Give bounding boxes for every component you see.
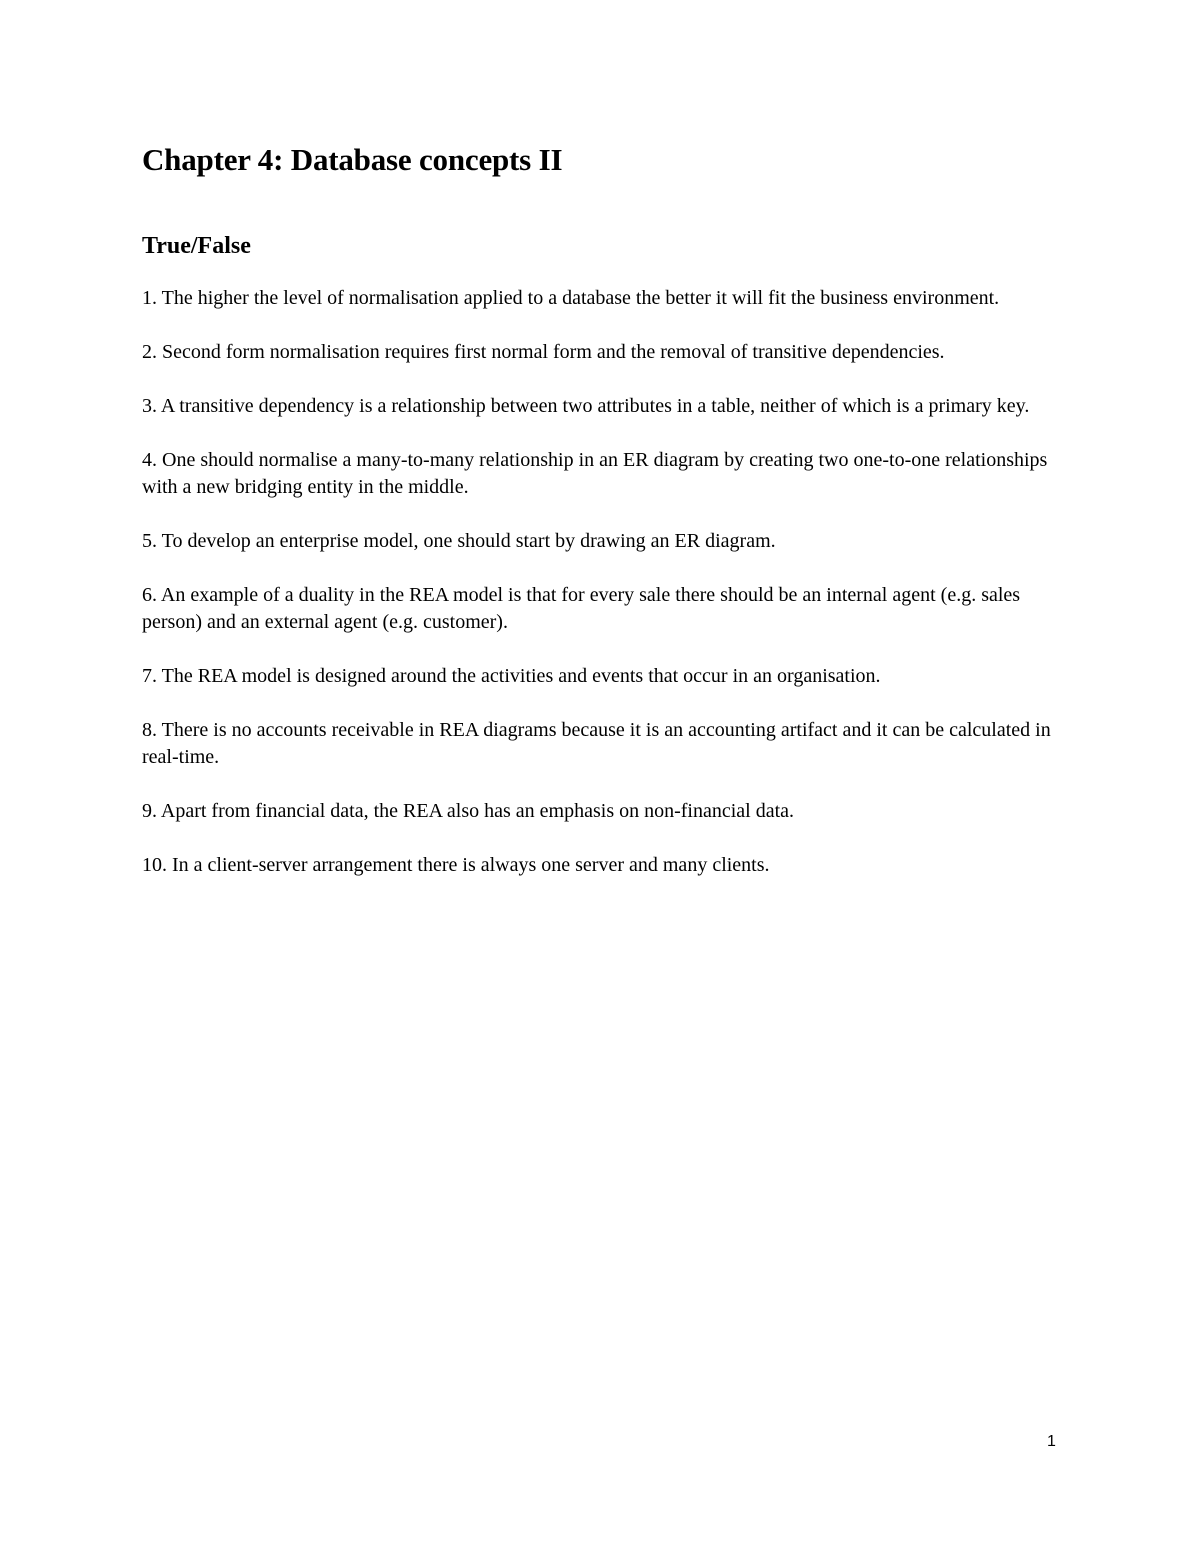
question-item: 5. To develop an enterprise model, one should start by drawing an ER diagram. [142, 530, 776, 552]
question-item: 8. There is no accounts receivable in REA diagrams because it is an accounting artifact and it can be calculated in real-time. [142, 719, 1051, 768]
question-item: 2. Second form normalisation requires first normal form and the removal of transitive dependencies. [142, 341, 945, 363]
question-item: 9. Apart from financial data, the REA also has an emphasis on non-financial data. [142, 800, 795, 822]
question-item: 10. In a client-server arrangement there is always one server and many clients. [142, 854, 770, 876]
question-item: 4. One should normalise a many-to-many relationship in an ER diagram by creating two one-to-one relationships with a new bridging entity in the middle. [142, 449, 1048, 498]
question-item: 3. A transitive dependency is a relationship between two attributes in a table, neither of which is a primary key. [142, 395, 1030, 417]
chapter-title: Chapter 4: Database concepts II [142, 142, 563, 177]
question-list [142, 285, 1072, 906]
question-item: 6. An example of a duality in the REA model is that for every sale there should be an internal agent (e.g. sales person) and an external agent (e.g. customer). [142, 584, 1021, 633]
page-number: 1 [1047, 1433, 1056, 1450]
question-item: 1. The higher the level of normalisation applied to a database the better it will fit the business environment. [142, 287, 1000, 309]
section-heading: True/False [142, 233, 251, 259]
question-item: 7. The REA model is designed around the activities and events that occur in an organisation. [142, 665, 881, 687]
